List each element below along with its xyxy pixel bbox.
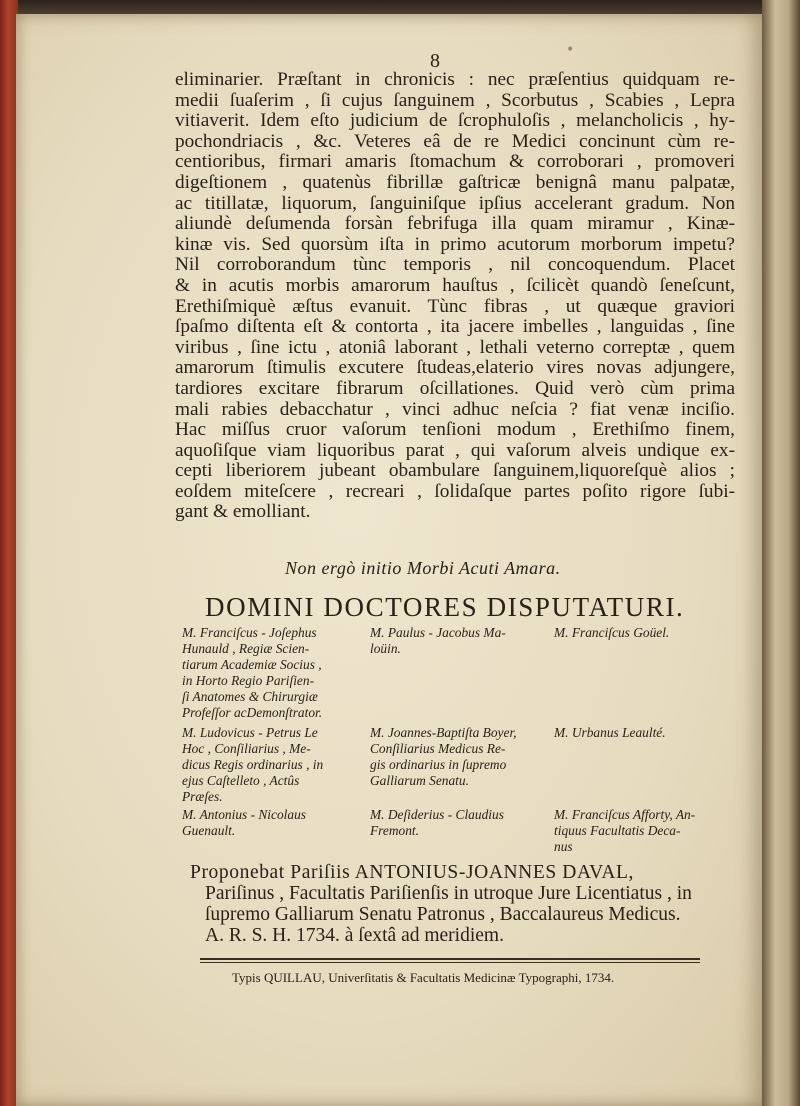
footer-line: Proponebat Pariſiis ANTONIUS-JOANNES DAVAL, [190, 862, 634, 883]
doctor-entry: M. Franciſcus Goüel. [554, 625, 670, 640]
body-line: vitiaverit. Idem eſto judicium de ſcrophuloſis , melancholicis , hy- [175, 110, 735, 132]
footer-line: ſupremo Galliarum Senatu Patronus , Baccalaureus Medicus. [205, 904, 681, 925]
body-line: kinæ vis. Sed quorsùm iſta in primo acutorum morborum impetu? [175, 233, 735, 255]
body-line: & in acutis morbis amarorum hauſtus , ſcilicèt quandò ſeneſcunt, [175, 274, 735, 296]
doctor-entry: M. Franciſcus - Joſephus Hunauld , Regiæ Scien- tiarum Academiæ Socius , in Horto Regio Pariſien- ſi Anatomes & Chirurgiæ Profeſſor acDemonſtrator. [182, 625, 323, 720]
body-line: amarorum ſtimulis excutere ſtudeas,elaterio vires novas adjungere, [175, 357, 735, 379]
doctor-entry: M. Paulus - Jacobus Ma- loüin. [370, 625, 506, 656]
body-line: medii ſuaſerim , ſi cujus ſanguinem , Scorbutus , Scabies , Lepra [175, 89, 735, 111]
footer-line: A. R. S. H. 1734. à ſextâ ad meridiem. [205, 925, 504, 946]
page-speck: • [566, 42, 575, 58]
body-line: Erethiſmiquè æſtus evanuit. Tùnc fibras , ut quæque graviori [175, 295, 735, 317]
footer-line: Pariſinus , Facultatis Pariſienſis in utroque Jure Licentiatus , in [205, 883, 692, 904]
book-next-page-edge [762, 0, 800, 1106]
page-number: 8 [430, 50, 440, 72]
body-line: eliminarier. Præſtant in chronicis : nec præſentius quidquam re- [175, 69, 735, 90]
doctors-list [182, 625, 742, 857]
body-line: Nil corroborandum tùnc temporis , nil concoquendum. Placet [175, 254, 735, 276]
doctor-entry: M. Joannes-Baptiſta Boyer, Conſiliarius Medicus Re- gis ordinarius in ſupremo Galliarum Senatu. [370, 725, 517, 788]
body-line: centioribus, firmari amaris ſtomachum & corroborari , promoveri [175, 151, 735, 173]
body-paragraph [175, 70, 735, 523]
body-line: eoſdem miteſcere , recreari , ſolidaſque partes poſito rigore ſubi- [175, 480, 735, 502]
doctor-entry: M. Deſiderius - Claudius Fremont. [370, 807, 504, 838]
body-line: Hac miſſus cruor vaſorum tenſioni modum , Erethiſmo finem, [175, 419, 735, 441]
body-line: mali rabies debacchatur , vinci adhuc neſcia ? fiat venæ inciſio. [175, 398, 735, 420]
body-line: aliundè deſumenda forsàn febrifuga illa quam miramur , Kinæ- [175, 213, 735, 235]
body-line: ſpaſmo diſtenta eſt & contorta , ita jacere imbelles , languidas , ſine [175, 316, 735, 338]
doctor-entry: M. Ludovicus - Petrus Le Hoc , Conſiliarius , Me- dicus Regis ordinarius , in ejus Caſtelleto , Actûs Præſes. [182, 725, 324, 804]
printer-imprint: Typis QUILLAU, Univerſitatis & Facultatis Medicinæ Typographi, 1734. [232, 970, 615, 985]
body-line: aquoſiſque viam liquoribus parat , qui vaſorum alveis undique ex- [175, 439, 735, 461]
doctor-entry: M. Antonius - Nicolaus Guenault. [182, 807, 306, 838]
doctor-entry: M. Franciſcus Afforty, An- tiquus Facultatis Deca- nus [554, 807, 696, 854]
body-line: viribus , ſine ictu , atoniâ laborant , lethali veterno correptæ , quem [175, 336, 735, 358]
divider-rule [200, 962, 700, 963]
body-line: pochondriacis , &c. Veteres eâ de re Medici concinunt cùm re- [175, 130, 735, 152]
body-line: cepti liberiorem jubeant obambulare ſanguinem,liquoreſquè alios ; [175, 460, 735, 482]
doctors-heading: DOMINI DOCTORES DISPUTATURI. [205, 592, 685, 622]
defense-notice [190, 862, 730, 946]
divider-rule [200, 958, 700, 960]
body-line: digeſtionem , quatenùs fibrillæ gaſtricæ benignâ manu palpatæ, [175, 171, 735, 193]
thesis-conclusion: Non ergò initio Morbi Acuti Amara. [285, 558, 561, 578]
body-line: gant & emolliant. [175, 501, 311, 523]
doctor-entry: M. Urbanus Leaulté. [554, 725, 666, 740]
body-line: ac titillatæ, liquorum, ſanguiniſque ipſius accelerant gradum. Non [175, 192, 735, 214]
body-line: tardiores excitare fibrarum oſcillationes. Quid verò cùm prima [175, 377, 735, 399]
